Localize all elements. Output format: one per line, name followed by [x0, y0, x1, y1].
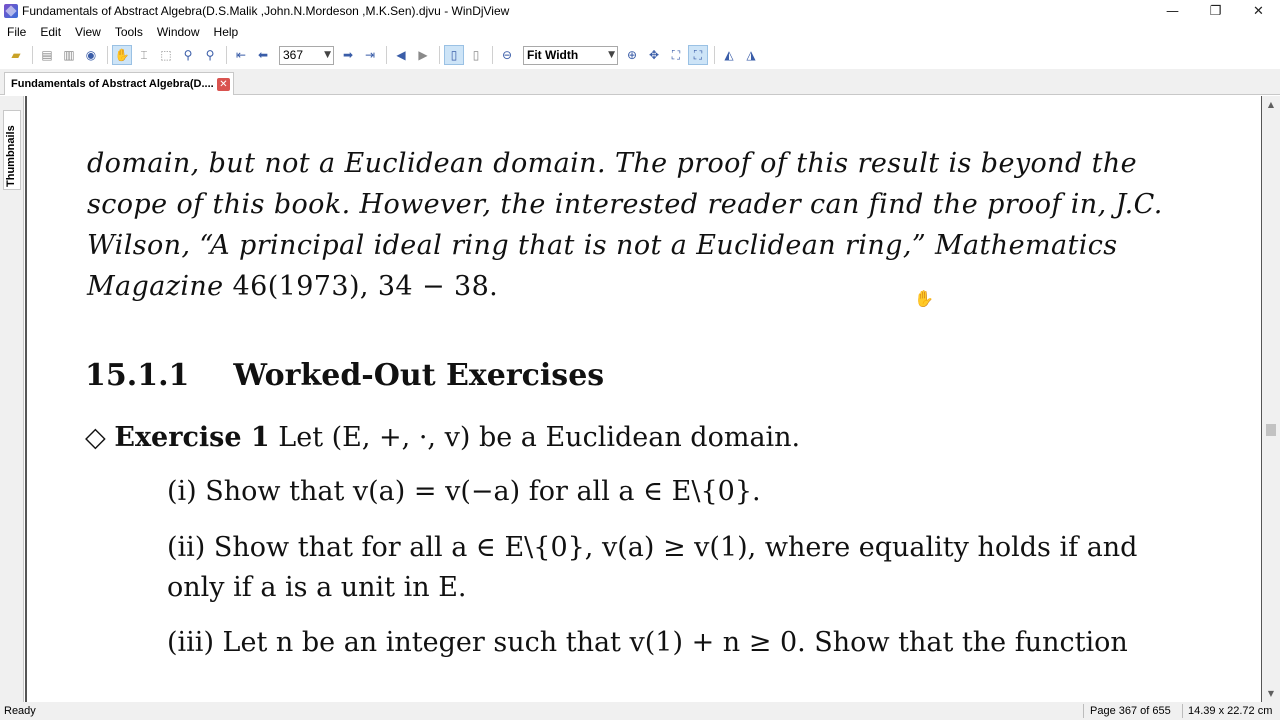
paragraph-line: domain, but not a Euclidean domain. The proof of this result is beyond the	[87, 148, 1138, 179]
toolbar-separator	[492, 46, 493, 64]
status-bar	[0, 702, 1280, 720]
toolbar-separator	[714, 46, 715, 64]
actual-size-icon[interactable]: ⛶	[671, 47, 681, 62]
thumbnails-tab[interactable]	[3, 110, 21, 190]
exercise-label: Exercise 1	[114, 422, 270, 453]
scrollbar-thumb[interactable]	[1266, 424, 1276, 436]
app-icon	[4, 4, 18, 18]
rotate-left-icon[interactable]: ◭	[724, 48, 734, 62]
chevron-down-icon: ▼	[608, 49, 615, 60]
menu-edit[interactable]: Edit	[40, 24, 62, 39]
first-page-icon[interactable]: ⇤	[235, 48, 247, 62]
exercise-item-ii-continued: only if a is a unit in E.	[167, 572, 467, 603]
menu-help[interactable]: Help	[213, 24, 239, 39]
open-icon[interactable]: ▰	[11, 48, 21, 62]
thumbnails-tab-label: Thumbnails	[5, 125, 17, 187]
fit-page-icon[interactable]: ✥	[648, 48, 660, 62]
window-controls	[1151, 0, 1280, 22]
journal-name: Magazine	[87, 271, 224, 302]
zoom-in-tool-icon[interactable]: ⚲	[183, 48, 193, 62]
menu-file[interactable]: File	[7, 24, 27, 39]
citation: 46(1973), 34 − 38.	[232, 271, 499, 302]
section-title: Worked-Out Exercises	[233, 358, 605, 393]
rect-select-icon[interactable]: ⬚	[160, 48, 172, 62]
fit-width-icon[interactable]: ⛶	[688, 45, 708, 65]
page-left-edge	[25, 96, 27, 702]
status-page: Page 367 of 655	[1090, 705, 1171, 717]
scroll-down-icon[interactable]: ▼	[1267, 689, 1275, 698]
tab-strip	[0, 69, 1280, 95]
select-icon[interactable]: ⌶	[140, 47, 148, 62]
menu-bar	[0, 22, 1280, 41]
close-button[interactable]: ✕	[1253, 3, 1264, 19]
last-page-icon[interactable]: ⇥	[364, 48, 376, 62]
toolbar	[0, 41, 1280, 69]
maximize-button[interactable]: ❐	[1209, 3, 1222, 19]
side-panel	[0, 96, 24, 702]
exercise-item-i: (i) Show that v(a) = v(−a) for all a ∈ E\{0}.	[167, 476, 761, 507]
rotate-right-icon[interactable]: ◮	[746, 48, 756, 62]
menu-window[interactable]: Window	[156, 24, 200, 39]
page-number-combo[interactable]	[279, 46, 334, 65]
window-title: Fundamentals of Abstract Algebra(D.S.Malik ,John.N.Mordeson ,M.K.Sen).djvu - WinDjView	[22, 4, 510, 18]
status-divider	[1083, 704, 1084, 718]
title-bar	[0, 0, 1280, 22]
zoom-in-icon[interactable]: ⊕	[626, 48, 638, 62]
section-number: 15.1.1	[85, 358, 190, 393]
facing-pages-icon[interactable]: ▯	[472, 48, 480, 62]
chevron-down-icon: ▼	[324, 49, 331, 60]
section-heading	[85, 358, 604, 393]
menu-tools[interactable]: Tools	[114, 24, 143, 39]
vertical-scrollbar[interactable]	[1262, 96, 1280, 702]
scroll-up-icon[interactable]: ▲	[1267, 100, 1275, 109]
exercise-item-iii: (iii) Let n be an integer such that v(1) + n ≥ 0. Show that the function	[167, 627, 1128, 658]
zoom-combo[interactable]	[523, 46, 618, 65]
single-page-icon[interactable]: ▯	[444, 45, 464, 65]
toolbar-separator	[32, 46, 33, 64]
exercise-header	[85, 422, 800, 453]
document-tab[interactable]	[4, 72, 234, 95]
back-icon[interactable]: ◀	[396, 48, 406, 62]
zoom-rect-icon[interactable]: ⚲	[205, 48, 215, 62]
find-icon[interactable]: ◉	[85, 48, 97, 62]
print-icon[interactable]: ▤	[41, 48, 53, 62]
zoom-value: Fit Width	[527, 48, 579, 62]
toolbar-separator	[107, 46, 108, 64]
exercise-item-ii: (ii) Show that for all a ∈ E\{0}, v(a) ≥ v(1), where equality holds if and	[167, 532, 1138, 563]
hand-cursor-icon: ✋	[914, 289, 934, 308]
status-text: Ready	[4, 705, 36, 717]
document-view[interactable]	[25, 96, 1262, 702]
close-tab-icon[interactable]: ✕	[217, 78, 230, 91]
diamond-icon: ◇	[85, 422, 106, 453]
forward-icon[interactable]: ▶	[418, 48, 428, 62]
hand-tool-icon[interactable]: ✋	[112, 45, 132, 65]
page-number-value: 367	[283, 48, 304, 62]
export-icon[interactable]: ▥	[63, 48, 75, 62]
exercise-text: Let (E, +, ·, v) be a Euclidean domain.	[278, 422, 801, 453]
menu-view[interactable]: View	[75, 24, 101, 39]
paragraph-line	[87, 271, 498, 302]
minimize-button[interactable]: —	[1166, 3, 1179, 19]
toolbar-separator	[386, 46, 387, 64]
previous-page-icon[interactable]: ⬅	[257, 48, 269, 62]
status-divider	[1182, 704, 1183, 718]
zoom-out-icon[interactable]: ⊖	[501, 48, 513, 62]
document-tab-label: Fundamentals of Abstract Algebra(D....	[11, 78, 214, 90]
paragraph-line: scope of this book. However, the interested reader can find the proof in, J.C.	[87, 189, 1163, 220]
toolbar-separator	[226, 46, 227, 64]
next-page-icon[interactable]: ➡	[342, 48, 354, 62]
toolbar-separator	[439, 46, 440, 64]
paragraph-line: Wilson, “A principal ideal ring that is not a Euclidean ring,” Mathematics	[87, 230, 1118, 261]
status-page-size: 14.39 x 22.72 cm	[1188, 705, 1273, 717]
